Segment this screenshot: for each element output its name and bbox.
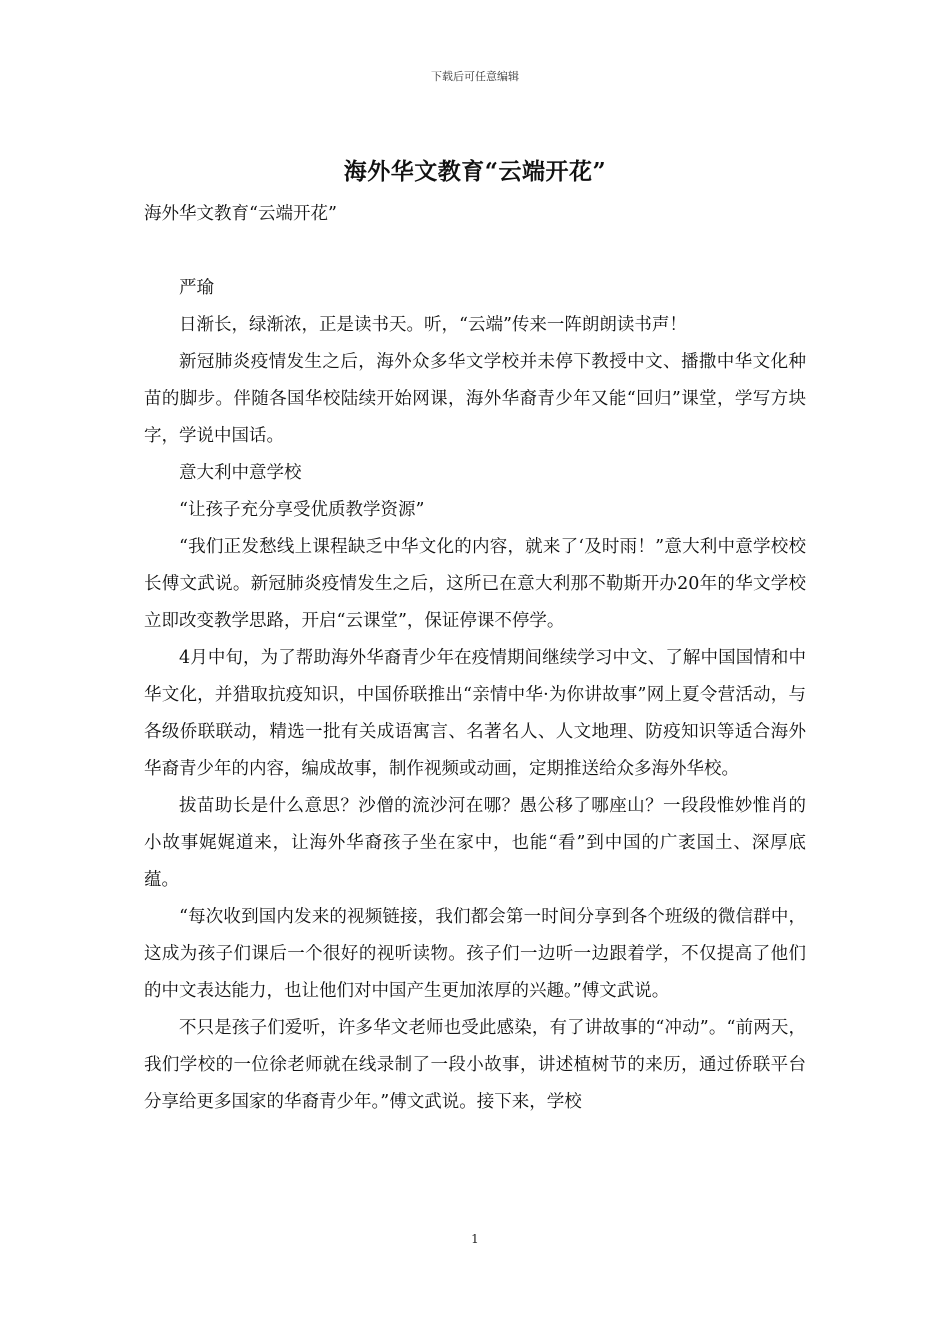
- paragraph: 日渐长，绿渐浓，正是读书天。听，“云端”传来一阵朗朗读书声！: [179, 315, 687, 335]
- paragraph: “我们正发愁线上课程缺乏中华文化的内容，就来了‘及时雨！”意大利中意学校校长傅文武说。新冠肺炎疫情发生之后，这所已在意大利那不勒斯开办20年的华文学校立即改变教学思路，开启“云课堂”，保证停课不停学。: [144, 537, 806, 631]
- blank-line: [144, 233, 806, 270]
- header-note: 下载后可任意编辑: [431, 70, 519, 83]
- paragraph: 4月中旬，为了帮助海外华裔青少年在疫情期间继续学习中文、了解中国国情和中华文化，并猎取抗疫知识，中国侨联推出“亲情中华·为你讲故事”网上夏令营活动，与各级侨联联动，精选一批有关成语寓言、名著名人、人文地理、防疫知识等适合海外华裔青少年的内容，编成故事，制作视频或动画，定期推送给众多海外华校。: [144, 648, 806, 779]
- paragraph: 不只是孩子们爱听，许多华文老师也受此感染，有了讲故事的“冲动”。“前两天，我们学校的一位徐老师就在线录制了一段小故事，讲述植树节的来历，通过侨联平台分享给更多国家的华裔青少年。”傅文武说。接下来，学校: [144, 1018, 806, 1112]
- paragraph: “每次收到国内发来的视频链接，我们都会第一时间分享到各个班级的微信群中，这成为孩子们课后一个很好的视听读物。孩子们一边听一边跟着学，不仅提高了他们的中文表达能力，也让他们对中国产生更加浓厚的兴趣。”傅文武说。: [144, 907, 806, 1001]
- section-heading: 意大利中意学校: [179, 463, 302, 483]
- document-title: 海外华文教育“云端开花”: [343, 158, 607, 185]
- paragraph: 新冠肺炎疫情发生之后，海外众多华文学校并未停下教授中文、播撒中华文化种苗的脚步。伴随各国华校陆续开始网课，海外华裔青少年又能“回归”课堂，学写方块字，学说中国话。: [144, 352, 806, 446]
- section-subheading: “让孩子充分享受优质教学资源”: [179, 500, 425, 520]
- article-body: [144, 196, 806, 1121]
- subtitle-line: 海外华文教育“云端开花”: [144, 204, 337, 224]
- paragraph: 拔苗助长是什么意思？沙僧的流沙河在哪？愚公移了哪座山？一段段惟妙惟肖的小故事娓娓道来，让海外华裔孩子坐在家中，也能“看”到中国的广袤国土、深厚底蕴。: [144, 796, 806, 890]
- page-number: 1: [471, 1232, 479, 1246]
- author-line: 严瑜: [179, 278, 214, 298]
